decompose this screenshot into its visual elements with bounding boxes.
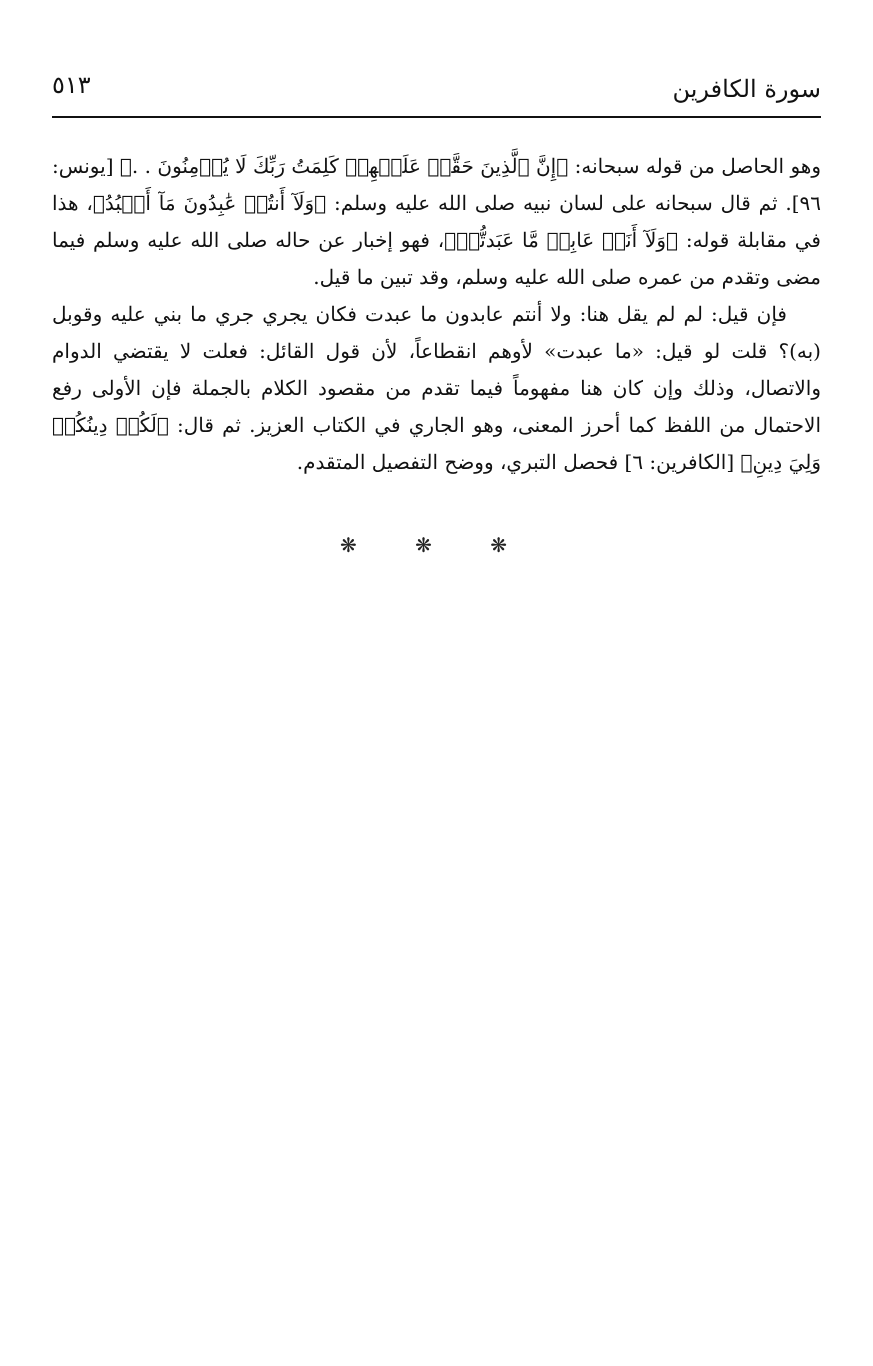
running-title: سورة الكافرين [672,75,821,103]
header-rule [52,116,821,118]
section-end-ornament: ❋ ❋ ❋ [340,533,533,557]
paragraph-2: فإن قيل: لم لم يقل هنا: ولا أنتم عابدون ما عبدت فكان يجري جري ما بني عليه وقوبل (به)؟ قلت لو قيل: «ما عبدت» لأوهم انقطاعاً، لأن قول القائل: فعلت لا يقتضي الدوام والاتصال، وذلك وإن كان هنا مفهوماً فيما تقدم من مقصود الكلام بالجملة فإن الأولى رفع الاحتمال من اللفظ كما أحرز المعنى، وهو الجاري في الكتاب العزيز. ثم قال: ﴿لَكُمۡ دِينُكُمۡ وَلِيَ دِينِ﴾ [الكافرين: ٦] فحصل التبري، ووضح التفصيل المتقدم. [52,302,821,474]
body-text [52,148,821,481]
page-number: ٥١٣ [52,71,91,99]
paragraph-1: وهو الحاصل من قوله سبحانه: ﴿إِنَّ ٱلَّذِينَ حَقَّتۡ عَلَيۡهِمۡ كَلِمَتُ رَبِّكَ لَا يُؤۡمِنُونَ . .﴾ [يونس: ٩٦]. ثم قال سبحانه على لسان نبيه صلى الله عليه وسلم: ﴿وَلَآ أَنتُمۡ عَٰبِدُونَ مَآ أَعۡبُدُ﴾، هذا في مقابلة قوله: ﴿وَلَآ أَنَا۠ عَابِدٞ مَّا عَبَدتُّمۡ﴾، فهو إخبار عن حاله صلى الله عليه وسلم فيما مضى وتقدم من عمره صلى الله عليه وسلم، وقد تبين ما قيل. [52,154,821,289]
page-header [52,62,821,112]
